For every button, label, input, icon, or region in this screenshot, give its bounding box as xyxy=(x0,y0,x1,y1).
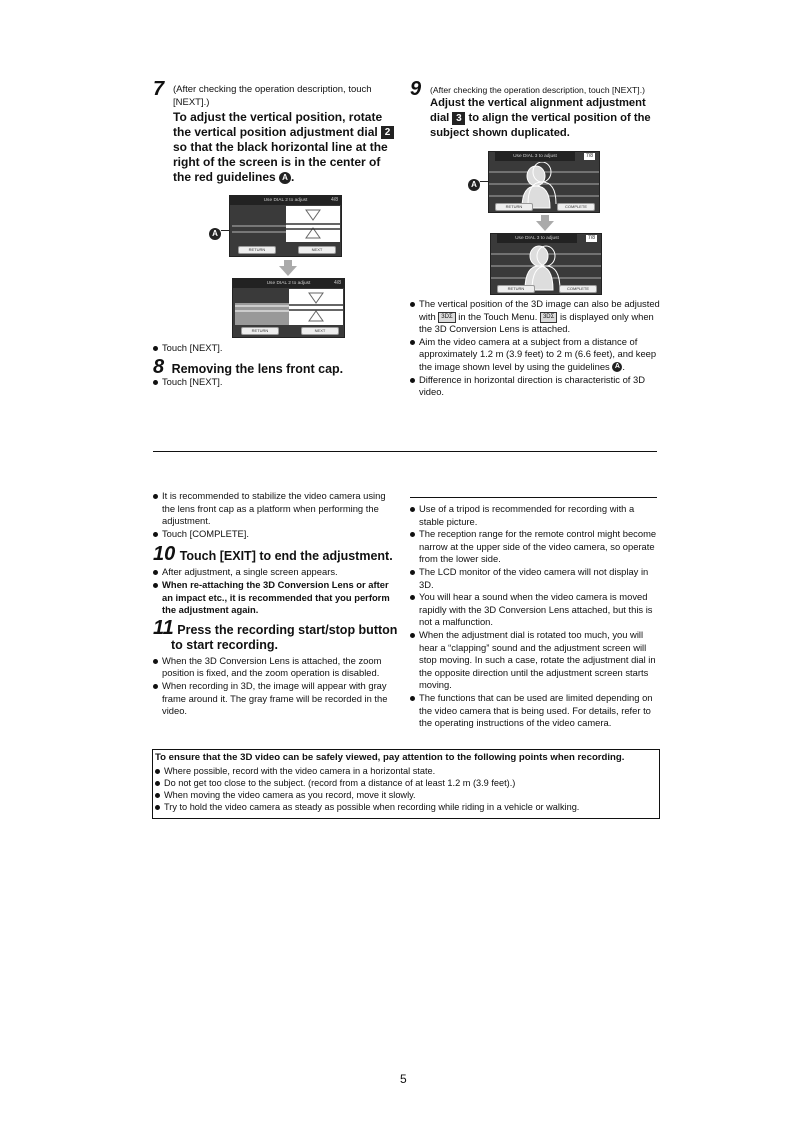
notice-item: Do not get too close to the subject. (record from a distance of at least 1.2 m (3.9 feet).) xyxy=(155,777,657,789)
step-7-pre-note: (After checking the operation description, touch [NEXT].) xyxy=(173,84,372,108)
left-column xyxy=(153,490,398,718)
adjust-screen-step9-after xyxy=(490,233,602,295)
marker-a-callout xyxy=(468,176,480,194)
marker-a-badge: A xyxy=(209,228,221,240)
step-10-bullets xyxy=(153,566,398,616)
bullet-vertical-position xyxy=(410,298,660,336)
step-10-number: 10 xyxy=(153,543,176,566)
bullet-text: is displayed only when the 3D Conversion Lens is attached. xyxy=(419,310,654,335)
step-9-bullets xyxy=(410,298,660,399)
step-7-main-a: To adjust the vertical position, rotate the vertical position adjustment dial xyxy=(173,110,383,139)
notice-list xyxy=(155,765,657,814)
step-10 xyxy=(153,543,398,566)
screen-page-indicator: 4/8 xyxy=(331,197,338,203)
bullet-horizontal-difference: Difference in horizontal direction is characteristic of 3D video. xyxy=(410,374,660,399)
step-11-bullets xyxy=(153,655,398,718)
left-bullets-top xyxy=(153,490,398,540)
bullet-lcd-no-3d: The LCD monitor of the video camera will not display in 3D. xyxy=(410,566,658,591)
page-number: 5 xyxy=(400,1072,407,1086)
adjust-screen-step7-before xyxy=(229,195,342,257)
screen-page-indicator: 7/8 xyxy=(586,153,593,159)
arrow-down-icon xyxy=(536,221,554,231)
marker-a-callout xyxy=(209,225,221,243)
right-view-panel xyxy=(286,206,340,242)
bullet-touch-complete: Touch [COMPLETE]. xyxy=(153,528,398,541)
right-bullets xyxy=(410,503,658,730)
step-11-title: Press the recording start/stop button to start recording. xyxy=(171,622,398,652)
triangle-guides xyxy=(286,206,340,242)
notice-item: Where possible, record with the video camera in a horizontal state. xyxy=(155,765,657,777)
screen-header: Use DIAL 2 to adjust xyxy=(233,279,344,288)
step-7 xyxy=(153,78,401,185)
step-9 xyxy=(410,78,660,141)
bullet-after-adjustment: After adjustment, a single screen appears. xyxy=(153,566,398,579)
bullet-functions-limited: The functions that can be used are limited depending on the video camera that is being used. For details, refer to the operating instructions of the video camera. xyxy=(410,692,658,730)
return-button[interactable]: RETURN xyxy=(241,327,279,335)
step-9-instruction xyxy=(430,96,660,141)
screen-header: Use DIAL 3 to adjust xyxy=(497,234,577,243)
3d-adjust-menu-icon: 3DΣ xyxy=(540,312,557,323)
arrow-down-icon xyxy=(279,266,297,276)
step-7-main-b: so that the black horizontal line at the right of the screen is in the center of the red guidelines xyxy=(173,140,388,184)
screen-page-indicator: 4/8 xyxy=(334,280,341,286)
dial-2-badge: 2 xyxy=(381,126,394,139)
complete-button[interactable]: COMPLETE xyxy=(557,203,595,211)
step-7-instruction: To adjust the vertical position, rotate the vertical position adjustment dial 2 so that the black horizontal line at the right of the screen is in the center of the red guidelines A . xyxy=(173,110,401,185)
right-view-panel xyxy=(289,289,343,325)
bullet-text: in the Touch Menu. xyxy=(458,310,538,322)
notice-item: When moving the video camera as you record, move it slowly. xyxy=(155,789,657,801)
guideline xyxy=(232,231,286,233)
bullet-remote-range: The reception range for the remote control might become narrow at the upper side of the video camera, so operate from the lower side. xyxy=(410,528,658,566)
return-button[interactable]: RETURN xyxy=(238,246,276,254)
step-9-main-a: Adjust the vertical alignment adjustment dial xyxy=(430,97,646,124)
return-button[interactable]: RETURN xyxy=(495,203,533,211)
screen-header: Use DIAL 3 to adjust xyxy=(495,152,575,161)
next-button[interactable]: NEXT xyxy=(301,327,339,335)
complete-button[interactable]: COMPLETE xyxy=(559,285,597,293)
marker-a-badge: A xyxy=(279,172,291,184)
step-9-main-b: to align the vertical position of the subject shown duplicated. xyxy=(430,112,651,139)
guide-lines xyxy=(235,303,289,325)
section-divider xyxy=(153,451,657,452)
notice-title: To ensure that the 3D video can be safely viewed, pay attention to the following points when recording. xyxy=(155,752,625,763)
bullet-gray-frame: When recording in 3D, the image will appear with gray frame around it. The gray frame will be recorded in the video. xyxy=(153,680,398,718)
bullet-touch-next: Touch [NEXT]. xyxy=(153,376,393,389)
bullet-tripod: Use of a tripod is recommended for recording with a stable picture. xyxy=(410,503,658,528)
step-8-number: 8 xyxy=(153,356,165,378)
screen-page-indicator: 7/8 xyxy=(588,235,595,241)
step-11-number: 11 xyxy=(153,616,174,639)
step-8-title: Removing the lens front cap. xyxy=(171,362,344,376)
left-view-panel xyxy=(235,303,289,325)
guideline xyxy=(232,225,286,227)
dial-3-badge: 3 xyxy=(452,112,465,125)
right-column-rule xyxy=(410,497,657,498)
bullet-touch-next: Touch [NEXT]. xyxy=(153,342,393,355)
next-button[interactable]: NEXT xyxy=(298,246,336,254)
notice-item: Try to hold the video camera as steady as possible when recording while riding in a vehicle or walking. xyxy=(155,801,657,813)
return-button[interactable]: RETURN xyxy=(497,285,535,293)
bullet-reattach: When re-attaching the 3D Conversion Lens or after an impact etc., it is recommended that you perform the adjustment again. xyxy=(153,579,398,617)
step-11 xyxy=(153,616,398,653)
bullet-clapping: When the adjustment dial is rotated too much, you will hear a “clapping” sound and the adjustment screen will stop moving. In such a case, rotate the adjustment dial in the opposite direction until the adjustment screen starts moving. xyxy=(410,629,658,692)
right-column xyxy=(410,503,658,730)
bullet-text: Aim the video camera at a subject from a distance of approximately 1.2 m (3.9 feet) to 2 m (6.6 feet), and keep the image shown level by using the guidelines xyxy=(419,335,657,372)
safety-notice-box xyxy=(152,749,660,819)
3d-adjust-menu-icon: 3DΣ xyxy=(438,312,455,323)
step-9-pre-note: (After checking the operation description, touch [NEXT].) xyxy=(430,85,645,95)
bullet-stabilize: It is recommended to stabilize the video camera using the lens front cap as a platform when performing the adjustment. xyxy=(153,490,398,528)
step-9-number: 9 xyxy=(410,78,422,100)
bullet-sound: You will hear a sound when the video camera is moved rapidly with the 3D Conversion Lens attached, but this is not a malfunction. xyxy=(410,591,658,629)
triangle-guides xyxy=(289,289,343,325)
step-7-number: 7 xyxy=(153,78,165,100)
step-10-title: Touch [EXIT] to end the adjustment. xyxy=(179,549,393,564)
bullet-aim-distance: Aim the video camera at a subject from a distance of approximately 1.2 m (3.9 feet) to 2 m (6.6 feet), and keep the image shown level by using the guidelines A . xyxy=(410,336,660,374)
step-8-bullets xyxy=(153,376,393,389)
step-7-bullets xyxy=(153,342,393,355)
marker-a-badge: A xyxy=(468,179,480,191)
adjust-screen-step7-after xyxy=(232,278,345,338)
marker-a-badge: A xyxy=(612,362,622,372)
adjust-screen-step9-before xyxy=(488,151,600,213)
screen-header: Use DIAL 2 to adjust xyxy=(230,196,341,205)
bullet-text: The vertical position of the 3D image can also be adjusted with xyxy=(419,298,660,322)
bullet-zoom-fixed: When the 3D Conversion Lens is attached, the zoom position is fixed, and the zoom operation is disabled. xyxy=(153,655,398,680)
